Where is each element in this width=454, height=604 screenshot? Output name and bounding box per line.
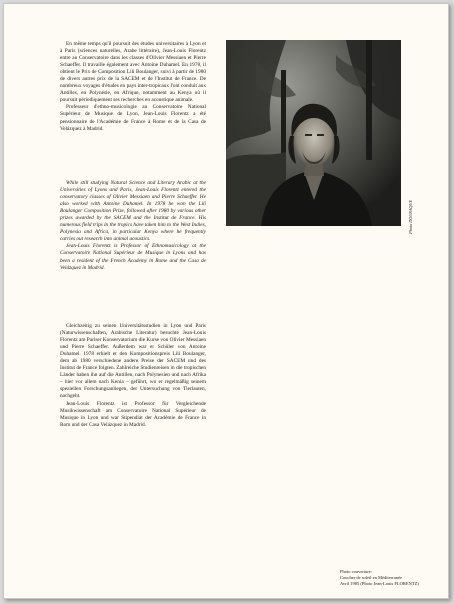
booklet-page <box>3 3 449 599</box>
english-paragraph-1: While still studying Natural Science and Literary Arabic at the Universities of Lyons and Paris, Jean-Louis Florentz entered the conservatory classes of Olivier Messiaen and Pierre Schaeffer. He also worked with Antoine Duhamel. In 1978 he won the Lili Boulanger Composition Prize, followed after 1980 by various other prizes awarded by the SACEM and the Institut de France. His numerous field trips in the tropics have taken him to the West Indies, Polynesia and Africa, in particular Kenya where he frequently carries out research into animal acoustics. <box>60 180 206 243</box>
french-biography <box>60 41 206 133</box>
german-biography <box>60 323 206 429</box>
english-paragraph-2: Jean-Louis Florentz is Professor of Ethnomusicology at the Conservatoire National Supérieur de Musique in Lyons and has been a resident of the French Academy in Rome and the Casa de Velázquez in Madrid. <box>60 243 206 271</box>
english-biography <box>60 180 206 272</box>
french-paragraph-1: En même temps qu'il poursuit des études universitaires à Lyon et à Paris (sciences naturelles, Arabe littéraire), Jean-Louis Florentz entre au Conservatoire dans les classes d'Olivier Messiaen et Pierre Schaeffer. Il travaille également avec Antoine Duhamel. En 1978, il obtient le Prix de Composition Lili Boulanger, suivi à partir de 1980 de divers autres prix de la SACEM et de l'Institut de France. De nombreux voyages d'études en pays inter-tropicaux l'ont conduit aux Antilles, en Polynésie, en Afrique, notamment au Kenya où il poursuit périodiquement ses recherches en acoustique animale. <box>60 41 206 104</box>
french-paragraph-2: Professeur d'ethno-musicologie au Conservatoire National Supérieur de Musique de Lyon, Jean-Louis Florentz a été pensionnaire de l'Académie de France à Rome et de la Casa de Velázquez à Madrid. <box>60 104 206 132</box>
german-paragraph-1: Gleichzeitig zu seinen Universitätsstudien in Lyon und Paris (Naturwissenschaften, Arabische Literatur) besuchte Jean-Louis Florentz am Pariser Konservatorium die Kurse von Olivier Messiaen und Pierre Schaeffer. Außerdem war er Schüler von Antoine Duhamel. 1978 erhielt er den Kompositionspreis Lili Boulanger, dem ab 1980 verschiedene andere Preise der SACEM und des Institut de France folgten. Zahlreiche Studienreisen in die tropischen Länder haben ihn auf die Antillen, nach Polynesien und nach Afrika – hier vor allem nach Kenia – geführt, wo er regelmäßig seinem speziellen Forschungsanliegen, der Untersuchung von Tierlauten, nachgeht. <box>60 323 206 400</box>
cover-caption-line-1: Photo couverture: <box>340 569 373 574</box>
composer-portrait-photo <box>226 40 401 226</box>
cover-caption-line-2: Coucher de soleil en Méditerranée <box>340 575 402 580</box>
photo-credit: Photo DOURAQUE <box>408 200 413 234</box>
cover-photo-caption <box>340 569 449 587</box>
cover-caption-line-3: Avril 1985 (Photo Jean-Louis FLORENTZ) <box>340 581 419 586</box>
german-paragraph-2: Jean-Louis Florentz ist Professor für Vergleichende Musikwissenschaft am Conservatoire National Supérieur de Musique in Lyon und war Stipendiat der Académie de France in Rom und der Casa Velázquez in Madrid. <box>60 400 206 428</box>
